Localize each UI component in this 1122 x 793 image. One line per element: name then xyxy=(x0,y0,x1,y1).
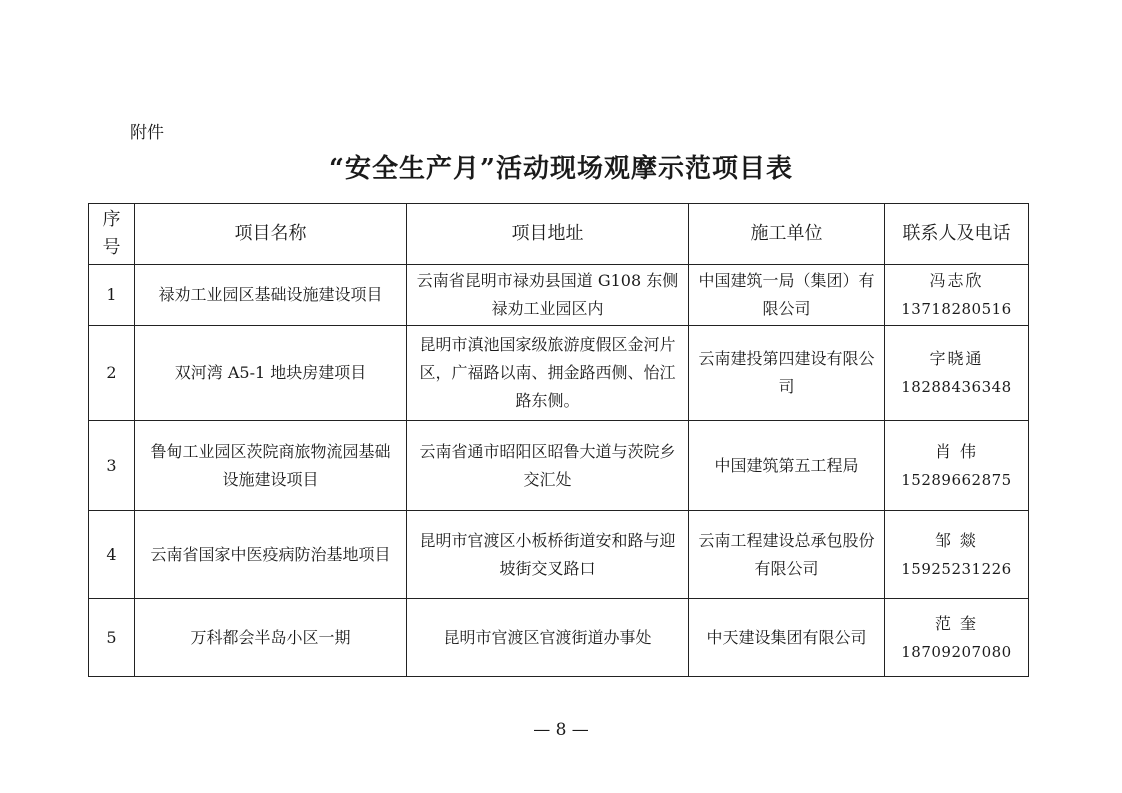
row-project-name: 万科都会半岛小区一期 xyxy=(135,599,407,677)
contact-phone: 13718280516 xyxy=(901,300,1012,318)
header-seq xyxy=(89,204,135,265)
row-contact xyxy=(885,599,1029,677)
projects-table xyxy=(88,203,1029,677)
row-construction-company: 云南工程建设总承包股份有限公司 xyxy=(689,511,885,599)
header-seq-line2: 号 xyxy=(102,237,121,258)
contact-phone: 15289662875 xyxy=(901,470,1012,489)
table-row xyxy=(89,265,1029,326)
row-construction-company: 中国建筑一局（集团）有限公司 xyxy=(689,265,885,326)
table-row xyxy=(89,511,1029,599)
header-project-name: 项目名称 xyxy=(135,204,407,265)
row-construction-company: 中国建筑第五工程局 xyxy=(689,421,885,511)
row-project-address: 云南省昆明市禄劝县国道 G108 东侧禄劝工业园区内 xyxy=(407,265,689,326)
row-project-name: 云南省国家中医疫病防治基地项目 xyxy=(135,511,407,599)
row-contact xyxy=(885,326,1029,421)
table-row xyxy=(89,326,1029,421)
contact-name: 冯志欣 xyxy=(929,271,984,290)
row-project-name: 鲁甸工业园区茨院商旅物流园基础设施建设项目 xyxy=(135,421,407,511)
row-project-name: 双河湾 A5-1 地块房建项目 xyxy=(135,326,407,421)
contact-name: 字晓通 xyxy=(929,349,984,368)
table-header-row xyxy=(89,204,1029,265)
header-contact: 联系人及电话 xyxy=(885,204,1029,265)
table-row xyxy=(89,421,1029,511)
contact-phone: 15925231226 xyxy=(901,559,1012,578)
row-seq: 3 xyxy=(89,421,135,511)
row-seq: 5 xyxy=(89,599,135,677)
contact-phone: 18709207080 xyxy=(901,642,1012,661)
row-seq: 2 xyxy=(89,326,135,421)
page-number: — 8 — xyxy=(533,720,589,740)
row-seq: 4 xyxy=(89,511,135,599)
row-project-address: 云南省通市昭阳区昭鲁大道与茨院乡交汇处 xyxy=(407,421,689,511)
page-title: “安全生产月”活动现场观摩示范项目表 xyxy=(329,154,793,184)
header-seq-line1: 序 xyxy=(102,209,121,230)
contact-name: 邹 燚 xyxy=(934,530,979,550)
attachment-label: 附件 xyxy=(130,123,164,143)
row-contact xyxy=(885,421,1029,511)
contact-name: 肖 伟 xyxy=(934,441,979,461)
contact-phone: 18288436348 xyxy=(901,378,1012,396)
row-project-address: 昆明市滇池国家级旅游度假区金河片区，广福路以南、拥金路西侧、怡江路东侧。 xyxy=(407,326,689,421)
header-project-address: 项目地址 xyxy=(407,204,689,265)
row-project-name: 禄劝工业园区基础设施建设项目 xyxy=(135,265,407,326)
row-construction-company: 中天建设集团有限公司 xyxy=(689,599,885,677)
row-contact xyxy=(885,511,1029,599)
table-row xyxy=(89,599,1029,677)
row-contact xyxy=(885,265,1029,326)
row-project-address: 昆明市官渡区官渡街道办事处 xyxy=(407,599,689,677)
contact-name: 范 奎 xyxy=(934,613,979,633)
header-construction-company: 施工单位 xyxy=(689,204,885,265)
row-project-address: 昆明市官渡区小板桥街道安和路与迎坡街交叉路口 xyxy=(407,511,689,599)
row-construction-company: 云南建投第四建设有限公司 xyxy=(689,326,885,421)
row-seq: 1 xyxy=(89,265,135,326)
